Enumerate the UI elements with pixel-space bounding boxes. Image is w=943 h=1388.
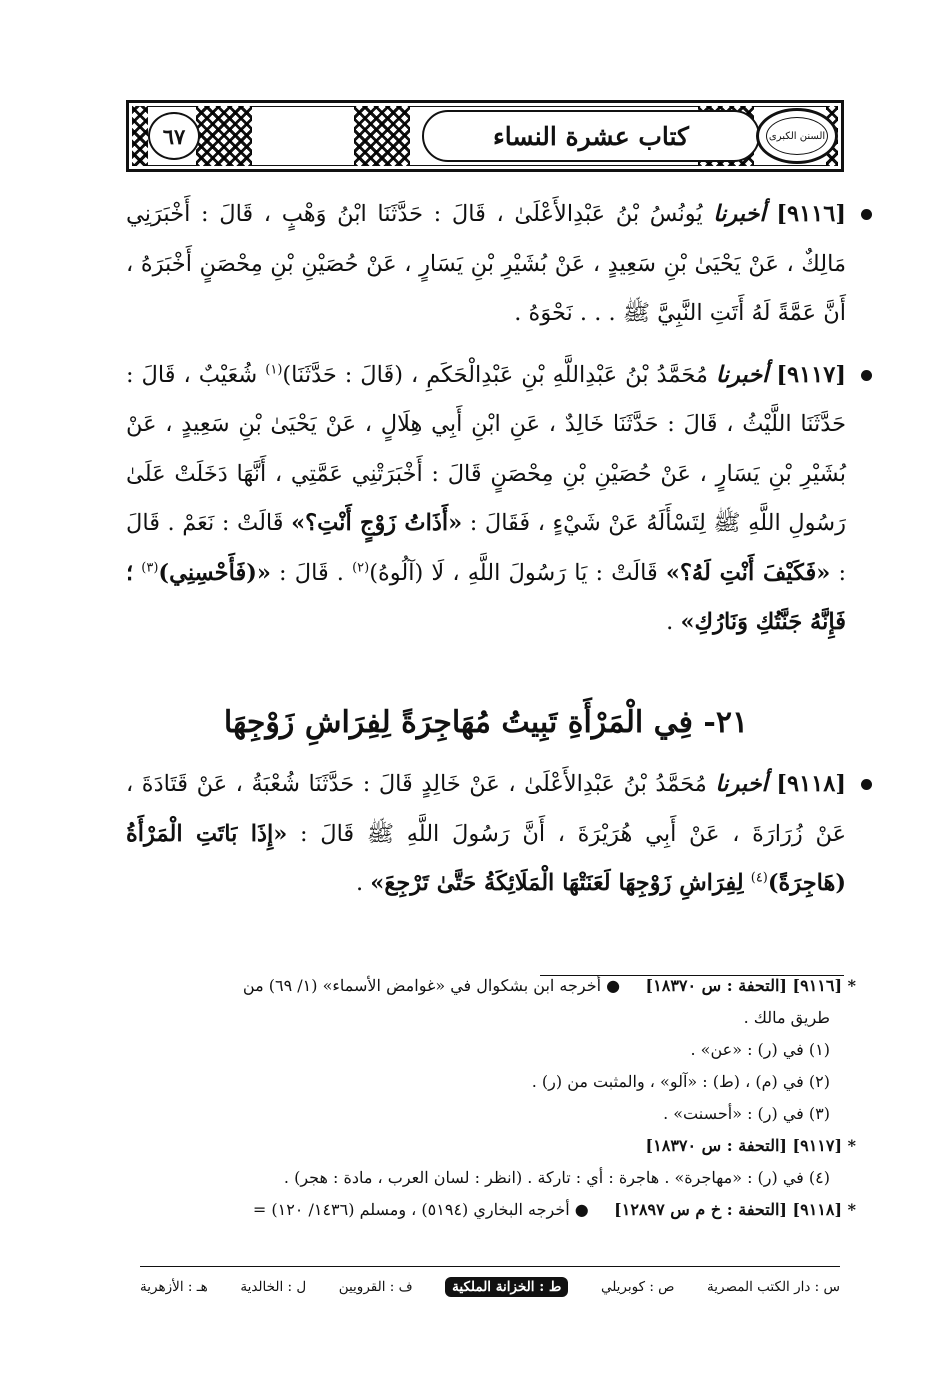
hadith-text: قَالَتْ :: [221, 510, 284, 536]
bullet-icon: [861, 779, 872, 790]
section-heading: ٢١- فِي الْمَرْأَةِ تَبِيتُ مُهَاجِرَةً لِفِرَاشِ زَوْجِهَا: [223, 705, 749, 740]
tuhfa-ref: * [٩١١٦] [التحفة : س ١٨٣٧٠]: [645, 976, 856, 995]
hadith-text: دَخَلَتْ عَلَىٰ رَسُولِ اللَّهِ ﷺ لِتَسْأَلَهُ عَنْ شَيْءٍ ، فَقَالَ :: [126, 460, 846, 536]
bullet-icon: [861, 370, 872, 381]
page-number: ٦٧: [148, 112, 200, 160]
akhbarana-label: أخبرنا: [713, 201, 766, 227]
footnotes: [126, 970, 856, 1226]
prophet-quote: «فَكَيْفَ أَنْتِ لَهُ؟»: [665, 559, 831, 586]
footnote-3: (٣) في (ر) : «أحسنت» .: [663, 1104, 830, 1123]
hadith-number: [٩١١٨]: [776, 771, 847, 797]
footnote-4: (٤) في (ر) : «مهاجرة» . هاجرة : أي : تاركة . (انظر : لسان العرب ، مادة : هجر) .: [283, 1168, 830, 1187]
prophet-quote: «(فَأَحْسِنِي): [158, 559, 271, 586]
prophet-quote: (هَاجِرَةً): [767, 870, 846, 896]
ornament-knot-icon: [196, 106, 252, 166]
hadith-text: أَنَّ عَمَّةً لَهُ أَتَتِ النَّبِيَّ ﷺ . . . نَحْوَهُ .: [514, 300, 846, 326]
hadith-text: سَعِيدٍ ، عَنْ بُشَيْرِ بْنِ يَسَارٍ ، عَنْ حُصَيْنِ بْنِ مِحْصَنٍ قَالَ : أَخْبَرَتْنِي عَمَّتِي ، أَنَّهَا: [126, 411, 846, 487]
footnote-1: (١) في (ر) : «عن» .: [690, 1040, 830, 1059]
hadith-text: نَعَمْ . قَالَ :: [126, 510, 847, 586]
footnote-ref[interactable]: (٢): [352, 560, 370, 575]
legend-item: س : دار الكتب المصرية: [707, 1279, 840, 1295]
hadith-number: [٩١١٦]: [776, 201, 847, 227]
ornament-knot-icon: [354, 106, 410, 166]
hadith-text: يُونُسُ بْنُ عَبْدِالأَعْلَىٰ ، قَالَ : حَدَّثَنَا ابْنُ وَهْبٍ ، قَالَ : أَخْبَرَنِي: [126, 201, 703, 227]
prophet-quote: «إِذَا بَاتَتِ الْمَرْأَةُ: [126, 820, 288, 847]
footnote-ref[interactable]: (٣): [141, 560, 159, 575]
footnote-ref[interactable]: (١): [265, 362, 283, 377]
hadith-number: [٩١١٧]: [776, 361, 846, 388]
akhbarana-label: أخبرنا: [715, 361, 769, 388]
footnote-takhrij-9116: [126, 970, 856, 1002]
footnote-takhrij-9117: * [٩١١٧] [التحفة : س ١٨٣٧٠]: [645, 1136, 856, 1155]
takhrij-text: ● أخرجه البخاري (٥١٩٤) ، ومسلم (١٤٣٦/ ١٢٠) =: [252, 1200, 589, 1219]
tuhfa-ref: * [٩١١٨] [التحفة : خ م س ١٢٨٩٧]: [614, 1200, 856, 1219]
legend-divider: [140, 1266, 840, 1267]
main-text-continued: [126, 760, 846, 921]
legend-item: ص : كوبريلي: [600, 1279, 675, 1295]
main-text: [126, 190, 846, 660]
medallion-text: السنن الكبرى: [766, 117, 828, 155]
hadith-text: مُحَمَّدُ بْنُ عَبْدِاللَّهِ بْنِ عَبْدِالْحَكَمِ ، (قَالَ : حَدَّثَنَا): [282, 361, 708, 388]
takhrij-text: ● أخرجه ابن بشكوال في «غوامض الأسماء» (١/ ٦٩) من: [242, 976, 621, 995]
bullet-icon: [861, 209, 872, 220]
prophet-quote: «أَذَاتُ زَوْجٍ أَنْتِ؟»: [291, 510, 463, 536]
hadith-text: قَالَ : حَدَّثَنَا اللَّيْثُ ، قَالَ : حَدَّثَنَا خَالِدٌ ، عَنِ ابْنِ أَبِي هِلَالٍ ، عَنْ يَحْيَىٰ بْنِ: [126, 361, 846, 437]
footnote-takhrij-9118: [126, 1194, 856, 1226]
legend-item: ل : الخالدية: [240, 1279, 307, 1295]
hadith-text: قَتَادَةَ ، عَنْ زُرَارَةَ ، عَنْ أَبِي هُرَيْرَةَ ، أَنَّ رَسُولَ اللَّهِ ﷺ قَالَ :: [126, 771, 847, 847]
hadith-9116: [126, 190, 846, 339]
footnote-continuation: طريق مالك .: [743, 1008, 830, 1027]
hadith-text: مُحَمَّدُ بْنُ عَبْدِالأَعْلَىٰ ، عَنْ خَالِدٍ قَالَ : حَدَّثَنَا شُعْبَةُ ، عَنْ: [196, 771, 707, 797]
prophet-quote: ؛ فَإِنَّهُ جَنَّتُكِ وَنَارُكِ»: [126, 559, 846, 635]
series-medallion-icon: [756, 108, 838, 164]
hadith-text: مَالِكٌ ، عَنْ يَحْيَىٰ بْنِ سَعِيدٍ ، عَنْ بُشَيْرِ بْنِ يَسَارٍ ، عَنْ حُصَيْنِ بْنِ مِحْصَنٍ أَخْبَرَهُ ،: [126, 250, 846, 277]
page-header: [126, 100, 844, 172]
footnote-2: (٢) في (م) ، (ط) : «آلو» ، والمثبت من (ر) .: [531, 1072, 830, 1091]
hadith-text: . قَالَ :: [279, 559, 344, 586]
book-title: كتاب عشرة النساء: [422, 110, 760, 162]
hadith-9117: [126, 351, 846, 648]
hadith-text: .: [666, 609, 674, 635]
footnote-ref[interactable]: (٤): [750, 870, 768, 886]
akhbarana-label: أخبرنا: [715, 771, 768, 797]
prophet-quote: لِفِرَاشِ زَوْجِهَا لَعَنَتْهَا الْمَلَائِكَةُ حَتَّىٰ تَرْجِعَ»: [370, 870, 744, 896]
ornament-knot-icon: [132, 106, 148, 166]
legend-item: هـ : الأزهرية: [140, 1279, 208, 1295]
legend-item-highlighted: ط : الخزانة الملكية: [445, 1277, 568, 1297]
manuscript-legend: [140, 1272, 840, 1302]
hadith-9118: [126, 760, 846, 909]
hadith-text: شُعَيْبٌ ،: [183, 361, 258, 388]
hadith-text: قَالَتْ : يَا رَسُولَ اللَّهِ ، لَا (آلُوهُ): [369, 559, 658, 586]
hadith-text: .: [355, 870, 364, 896]
legend-item: ف : القرويين: [338, 1279, 413, 1295]
